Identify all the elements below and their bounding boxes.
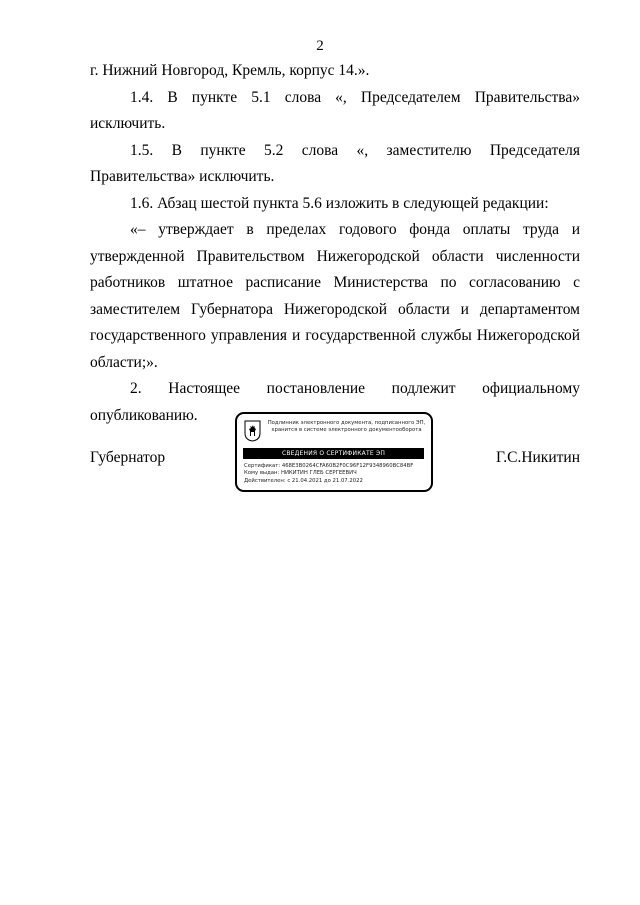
paragraph-item-1-4: 1.4. В пункте 5.1 слова «, Председателем Правительства» исключить. bbox=[90, 88, 580, 132]
paragraph-item-1-5: 1.5. В пункте 5.2 слова «, заместителю Председателя Правительства» исключить. bbox=[90, 141, 580, 185]
stamp-certificate: Сертификат: 468E3B0264CFA60B2F0C96F12F9348960BC84BF bbox=[244, 463, 414, 469]
electronic-signature-stamp bbox=[235, 412, 433, 492]
signer-position: Губернатор bbox=[90, 449, 166, 466]
paragraph-address-end: г. Нижний Новгород, Кремль, корпус 14.». bbox=[90, 62, 370, 79]
page-number: 2 bbox=[316, 38, 324, 54]
document-body bbox=[90, 58, 580, 429]
signer-name: Г.С.Никитин bbox=[496, 449, 580, 466]
stamp-notice: Подлинник электронного документа, подписанного ЭП, хранится в системе электронного документооборота bbox=[267, 420, 426, 433]
stamp-banner: СВЕДЕНИЯ О СЕРТИФИКАТЕ ЭП bbox=[243, 448, 424, 459]
paragraph-publication: 2. Настоящее постановление подлежит официальному опубликованию. bbox=[90, 380, 580, 424]
stamp-details bbox=[244, 463, 428, 485]
paragraph-item-1-6: 1.6. Абзац шестой пункта 5.6 изложить в следующей редакции: bbox=[130, 194, 549, 212]
paragraph-new-wording: «– утверждает в пределах годового фонда оплаты труда и утвержденной Правительством Нижегородской области численности работников штатное расписание Министерства по согласованию с заместителем Губернатора Нижегородской области и департаментом государственного управления и государственной службы Нижегородской области;». bbox=[90, 221, 580, 371]
deer-emblem-icon bbox=[244, 420, 261, 442]
stamp-issued-to: Кому выдан: НИКИТИН ГЛЕБ СЕРГЕЕВИЧ bbox=[244, 470, 357, 477]
signature-block bbox=[90, 412, 580, 498]
stamp-validity: Действителен: с 21.04.2021 до 21.07.2022 bbox=[244, 477, 363, 484]
